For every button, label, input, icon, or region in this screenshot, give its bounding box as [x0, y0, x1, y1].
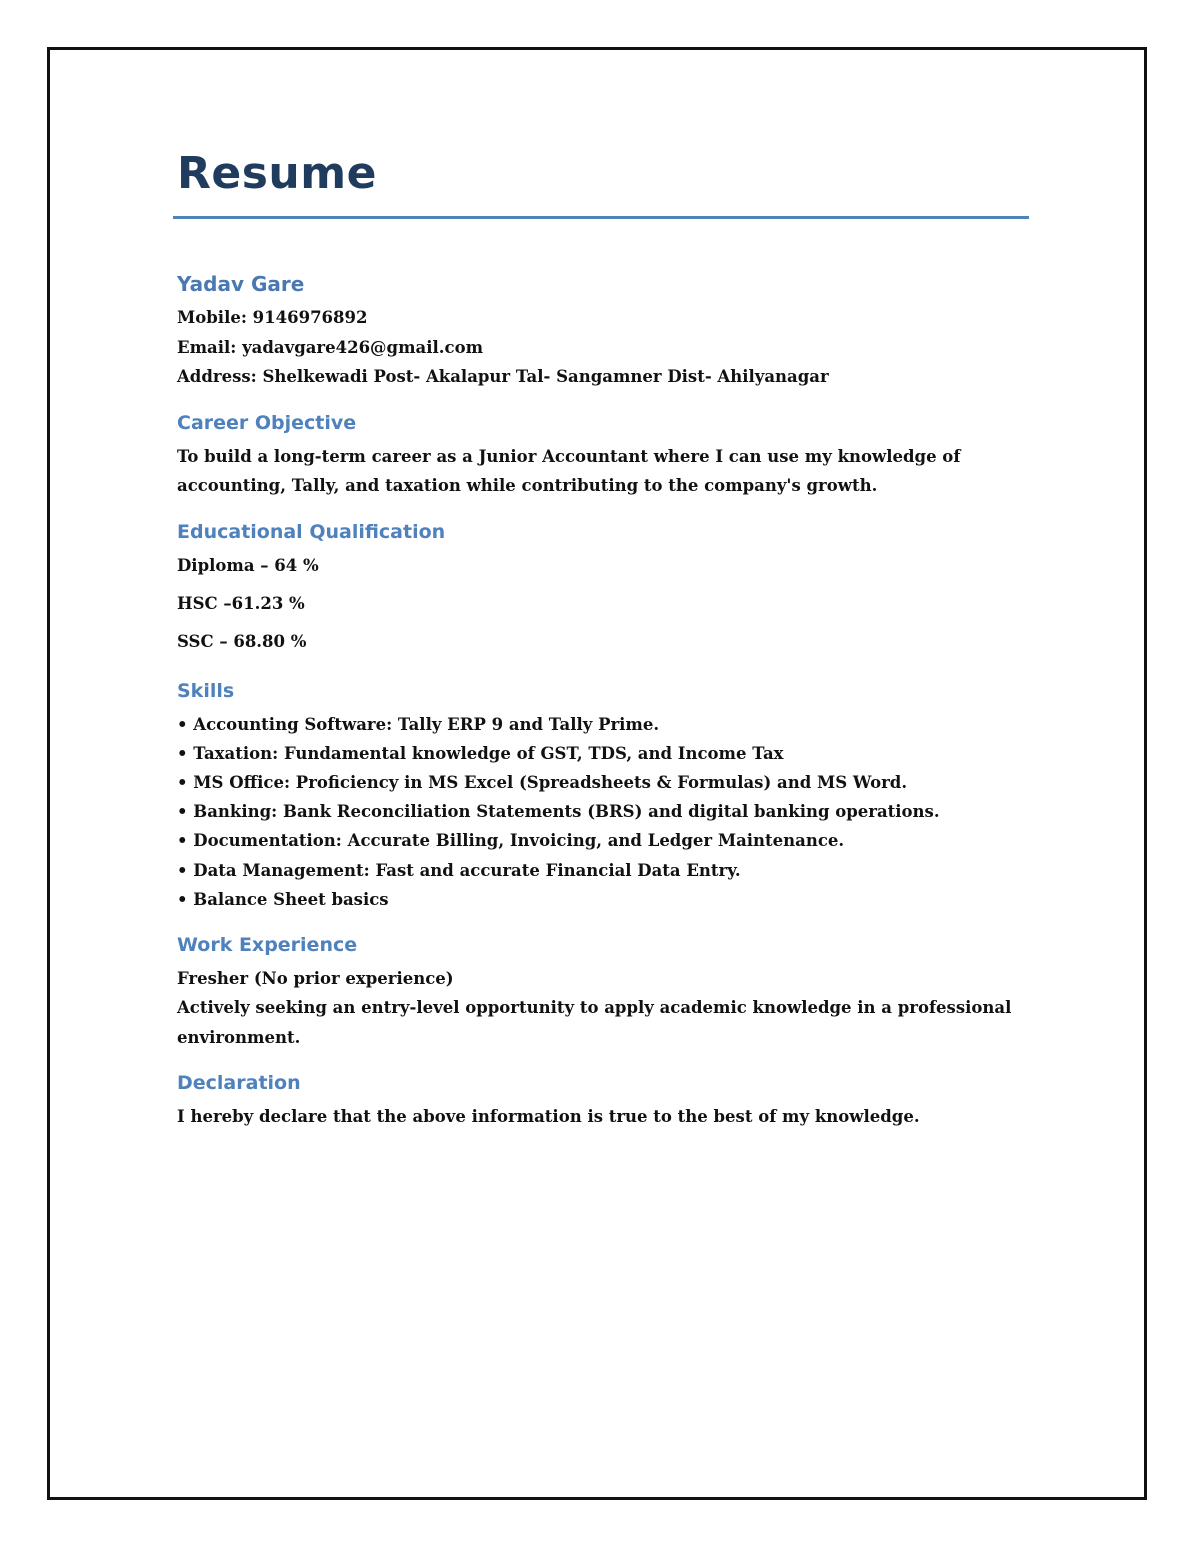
education-item-hsc: HSC –61.23 % [177, 593, 305, 613]
skill-label: • Accounting Software: [177, 714, 393, 734]
skill-text: Fundamental knowledge of GST, TDS, and Income Tax [278, 743, 784, 763]
skill-text: Bank Reconciliation Statements (BRS) and digital banking operations. [277, 802, 940, 822]
skill-text: Tally ERP 9 and Tally Prime. [392, 714, 660, 734]
skills-heading: Skills [177, 679, 235, 702]
page-title: Resume [177, 148, 377, 199]
skill-item [177, 710, 1029, 739]
skill-label: • MS Office: [177, 772, 291, 792]
skill-item [177, 826, 1029, 855]
education-item-ssc: SSC – 68.80 % [177, 631, 307, 651]
declaration-heading: Declaration [177, 1072, 301, 1095]
address-line: Address: Shelkewadi Post- Akalapur Tal- Sangamner Dist- Ahilyanagar [177, 367, 829, 386]
career-objective-heading: Career Objective [177, 411, 357, 434]
career-objective-text: To build a long-term career as a Junior Accountant where I can use my knowledge of accounting, Tally, and taxation while contributing to the company's growth. [177, 446, 961, 495]
skill-text: Accurate Billing, Invoicing, and Ledger Maintenance. [341, 831, 845, 851]
candidate-name: Yadav Gare [177, 272, 305, 296]
skill-item [177, 797, 1029, 826]
skills-list [177, 710, 1029, 914]
skill-item [177, 768, 1029, 797]
skill-text: Fast and accurate Financial Data Entry. [369, 860, 741, 880]
education-heading: Educational Qualification [177, 520, 446, 543]
skill-label: • Data Management: [177, 860, 370, 880]
skill-item [177, 856, 1029, 885]
skill-label: • Taxation: [177, 743, 279, 763]
skill-item [177, 885, 1029, 914]
skill-item [177, 739, 1029, 768]
education-item-diploma: Diploma – 64 % [177, 555, 319, 575]
email-line: Email: yadavgare426@gmail.com [177, 337, 484, 357]
resume-content [177, 140, 1029, 1132]
work-experience-text: Actively seeking an entry-level opportunity to apply academic knowledge in a professional environment. [177, 998, 1012, 1047]
declaration-text: I hereby declare that the above information is true to the best of my knowledge. [177, 1107, 920, 1127]
work-experience-heading: Work Experience [177, 933, 358, 956]
skill-text: • Balance Sheet basics [177, 889, 389, 909]
work-experience-status: Fresher (No prior experience) [177, 968, 454, 988]
title-divider [173, 216, 1029, 219]
mobile-line: Mobile: 9146976892 [177, 308, 368, 327]
skill-text: Proficiency in MS Excel (Spreadsheets & Formulas) and MS Word. [290, 772, 908, 792]
education-list [177, 551, 1029, 656]
skill-label: • Documentation: [177, 831, 342, 851]
skill-label: • Banking: [177, 802, 278, 822]
